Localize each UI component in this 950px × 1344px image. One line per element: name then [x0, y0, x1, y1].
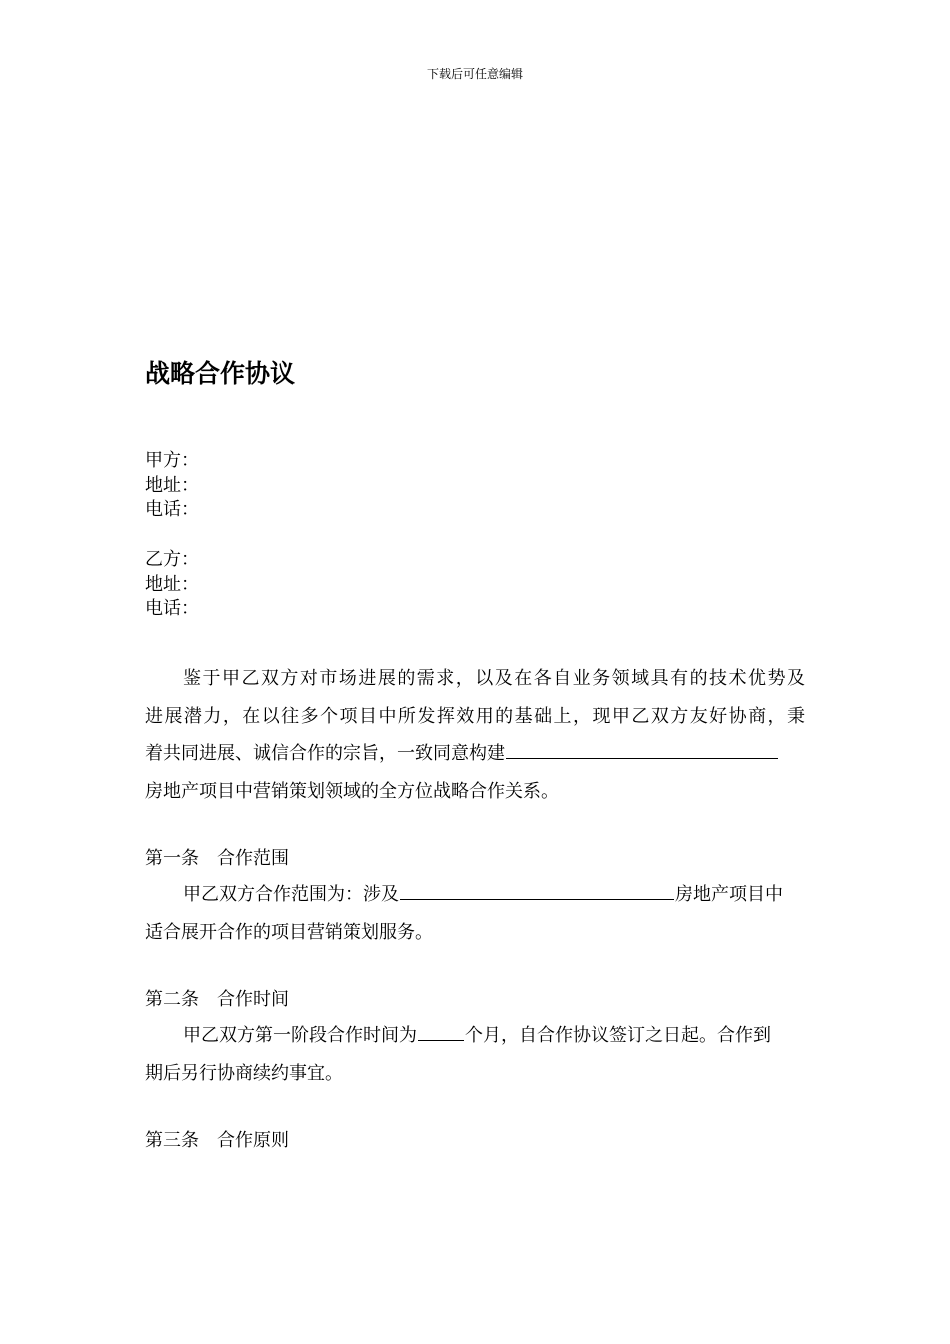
document-title: 战略合作协议	[145, 359, 296, 388]
section-2-heading: 第二条 合作时间	[145, 989, 289, 1010]
party-b-phone-label: 电话：	[145, 598, 199, 619]
section-1-paragraph	[145, 876, 805, 951]
party-b-block	[145, 548, 199, 622]
section-1-line-1-suffix: 房地产项目中	[675, 884, 783, 905]
intro-paragraph	[145, 660, 805, 810]
intro-line-2: 进展潜力，在以往多个项目中所发挥效用的基础上，现甲乙双方友好协商，秉	[145, 705, 805, 727]
project-name-blank[interactable]	[506, 736, 778, 759]
cooperation-scope-blank[interactable]	[400, 877, 674, 900]
party-a-name-label: 甲方：	[145, 450, 199, 471]
section-2-paragraph	[145, 1017, 805, 1092]
party-b-name-label: 乙方：	[145, 549, 199, 570]
party-b-address-label: 地址：	[145, 573, 199, 595]
intro-line-4: 房地产项目中营销策划领域的全方位战略合作关系。	[145, 780, 559, 802]
party-a-address-label: 地址：	[145, 474, 199, 496]
section-1-heading: 第一条 合作范围	[145, 848, 289, 869]
section-2-line-2: 期后另行协商续约事宜。	[145, 1062, 343, 1084]
intro-line-1: 鉴于甲乙双方对市场进展的需求，以及在各自业务领域具有的技术优势及	[183, 668, 805, 689]
months-blank[interactable]	[418, 1018, 464, 1041]
section-1-line-2: 适合展开合作的项目营销策划服务。	[145, 921, 433, 943]
section-3-heading: 第三条 合作原则	[145, 1130, 289, 1151]
section-2-line-1-text: 甲乙双方第一阶段合作时间为	[183, 1025, 417, 1046]
party-a-block	[145, 449, 199, 523]
section-1-line-1-text: 甲乙双方合作范围为：涉及	[183, 884, 399, 905]
section-1-line-1	[145, 876, 805, 914]
intro-line-3	[145, 735, 805, 773]
party-a-phone-label: 电话：	[145, 499, 199, 520]
header-note: 下载后可任意编辑	[426, 67, 523, 81]
section-2-line-1-suffix: 个月，自合作协议签订之日起。合作到	[465, 1025, 771, 1046]
intro-line-3-text: 着共同进展、诚信合作的宗旨，一致同意构建	[145, 743, 505, 764]
section-2-line-1	[145, 1017, 805, 1055]
